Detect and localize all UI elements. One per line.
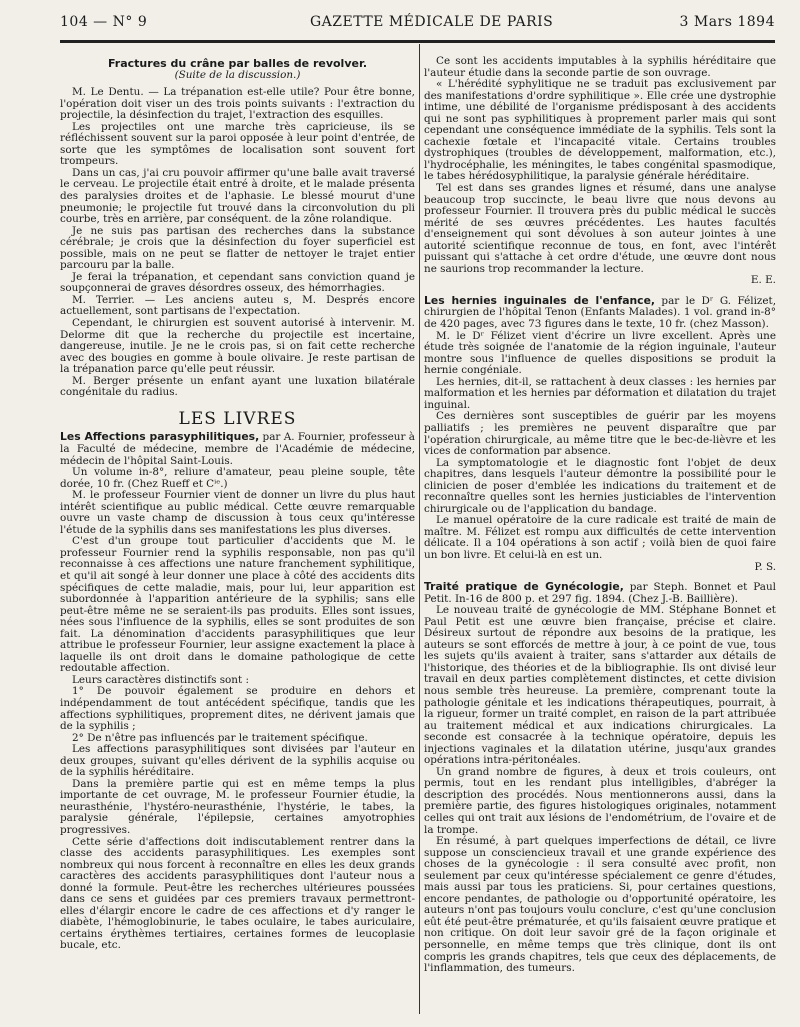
paragraph: Ces dernières sont susceptibles de guérir par les moyens palliatifs ; les premières ne peuvent disparaître que par l'opération chirurgicale, au même titre que le bec-de-lièvre et les vices de conformation par absence.	[424, 410, 776, 458]
paragraph: Le nouveau traité de gynécologie de MM. Stéphane Bonnet et Paul Petit est une œuvre bien française, précise et claire. Désireux surtout de répondre aux besoins de la pratique, les auteurs se sont efforcés de mettre à jour, à ce point de vue, tous les sujets qu'ils avaient à traiter, sans s'attarder aux détails de l'historique, des théories et de la bibliographie. Ils ont divisé leur travail en deux parties complètement distinctes, et cette division nous semble très heureuse. La première, comprenant toute la pathologie génitale et les indications thérapeutiques, pourrait, à la rigueur, former un traité complet, en raison de la part attribuée au traitement médical et aux indications chirurgicales. La seconde est consacrée à la technique opératoire, depuis les injections vaginales et la dilatation utérine, jusqu'aux grandes opérations intra-péritonéales.	[424, 604, 776, 767]
paragraph: Un grand nombre de figures, à deux et trois couleurs, ont permis, tout en les rendant plus intelligibles, d'abréger la description des procédés. Nous mentionnerons aussi, dans la première partie, des figures histologiques originales, notamment celles qui ont trait aux lésions de l'endométrium, de l'ovaire et de la trompe.	[424, 765, 776, 836]
left-column	[60, 56, 415, 952]
paragraph: Dans la première partie qui est en même temps la plus importante de cet ouvrage, M. le professeur Fournier étudie, la neurasthénie, l'hystéro-neurasthénie, l'hystérie, le tabes, la paralysie générale, l'épilepsie, certaines amyotrophies progressives.	[60, 777, 415, 836]
paragraph: « L'hérédité syphylitique ne se traduit pas exclusivement par des manifestations d'ordre syphilitique ». Elle crée une dystrophie intime, une débilité de l'organisme prédisposant à des accidents qui ne sont pas syphilitiques à proprement parler mais qui sont cependant une conséquence immédiate de la syphilis. Tels sont la cachexie fœtale et l'incapacité vitale. Certains troubles dystrophiques (troubles de développement, malformation, etc.), l'hydrocéphalie, les méningites, le tabes congénital spasmodique, le tabes hérédosyphilitique, la paralysie générale héréditaire.	[424, 78, 776, 183]
book-byline: par le Dʳ G. Félizet, chirurgien de l'hôpital Tenon (Enfants Malades). 1 vol. grand in-8° de 420 pages, avec 73 figures dans le texte, 10 fr. (chez Masson).	[424, 294, 777, 331]
review-signature: P. S.	[754, 560, 776, 573]
paragraph: Leurs caractères distinctifs sont :	[72, 673, 249, 686]
paragraph: Ce sont les accidents imputables à la syphilis héréditaire que l'auteur étudie dans la seconde partie de son ouvrage.	[424, 55, 776, 79]
paragraph: 2° De n'être pas influencés par le traitement spécifique.	[72, 731, 368, 744]
paragraph: M. Le Dentu. — La trépanation est-elle utile? Pour être bonne, l'opération doit viser un des trois points suivants : l'extraction du projectile, la désinfection du trajet, l'extraction des esquilles.	[60, 86, 415, 122]
book-entry-header	[424, 295, 776, 331]
paragraph: M. Berger présente un enfant ayant une luxation bilatérale congénitale du radius.	[60, 374, 415, 399]
paragraph: C'est d'un groupe tout particulier d'accidents que M. le professeur Fournier rend la syphilis responsable, non pas qu'il reconnaisse à ces affections une nature franchement syphilitique, et qu'il ait songé à leur donner une place à côté des accidents dits spécifiques de cette maladie, mais, pour lui, leur apparition est subordonnée à l'apparition antérieure de la syphilis; sans elle peut-être même ne se seraient-ils pas produits. Elles sont issues, nées sous l'influence de la syphilis, elles se sont produites de son fait. La dénomination d'accidents parasyphilitiques que leur attribue le professeur Fournier, leur assigne exactement la place à laquelle ils ont droit dans le domaine pathologique de cette redoutable affection.	[60, 535, 415, 675]
paragraph: M. Terrier. — Les anciens auteu s, M. Després encore actuellement, sont partisans de l'expectation.	[60, 293, 415, 318]
paragraph: Le manuel opératoire de la cure radicale est traité de main de maître. M. Félizet est rompu aux difficultés de cette intervention délicate. Il a 104 opérations à son actif ; voilà bien de quoi faire un bon livre. Et celui-là en est un.	[424, 514, 776, 561]
right-column	[424, 56, 776, 975]
paragraph: Tel est dans ses grandes lignes et résumé, dans une analyse beaucoup trop succincte, le beau livre que nous devons au professeur Fournier. Il trouvera près du public médical le succès mérité de ses œuvres précédentes. Les hautes facultés d'enseignement qui sont dévolues à son auteur jointes à une autorité scientifique reconnue de tous, en font, avec l'intérêt puissant qui s'attache à cet ordre d'étude, une œuvre dont nous ne saurions trop recommander la lecture.	[424, 182, 776, 275]
book-entry-header	[60, 431, 415, 467]
paragraph: M. le Dʳ Félizet vient d'écrire un livre excellent. Après une étude très soignée de l'anatomie de la région inguinale, l'auteur montre sous l'influence de quelles dispositions se produit la hernie congéniale.	[424, 329, 776, 377]
paragraph: Je ne suis pas partisan des recherches dans la substance cérébrale; je crois que la désinfection du foyer superficiel est possible, mais on ne peut se flatter de nettoyer le trajet entier parcouru par la balle.	[60, 224, 415, 272]
paragraph: Cependant, le chirurgien est souvent autorisé à intervenir. M. Delorme dit que la recherche du projectile est incertaine, dangereuse, inutile. Je ne le crois pas, si on fait cette recherche avec des bougies en gomme à boule olivaire. Je reste partisan de la trépanation parce qu'elle peut réussir.	[60, 317, 415, 376]
book-title: Traité pratique de Gynécologie,	[424, 580, 624, 594]
article-subtitle: (Suite de la discussion.)	[174, 68, 301, 81]
book-byline: par A. Fournier, professeur à la Faculté de médecine, membre de l'Académie de médecine, médecin de l'hôpital Saint-Louis.	[60, 431, 415, 467]
page-number: 104 — N° 9	[60, 14, 148, 30]
book-title: Les Affections parasyphilitiques,	[60, 430, 260, 444]
paragraph: Les hernies, dit-il, se rattachent à deux classes : les hernies par malformation et les hernies par déformation et dilatation du trajet inguinal.	[424, 375, 776, 411]
book-title: Les hernies inguinales de l'enfance,	[424, 293, 656, 307]
header-rule	[60, 40, 775, 43]
paragraph: Les projectiles ont une marche très capricieuse, ils se réfléchissent souvent sur la paroi opposée à leur point d'entrée, de sorte que les symptômes de localisation sont souvent fort trompeurs.	[60, 120, 415, 168]
paragraph: Un volume in-8°, reliure d'amateur, peau pleine souple, tête dorée, 10 fr. (Chez Rueff et Cⁱᵉ.)	[60, 466, 415, 490]
column-divider	[419, 44, 420, 1014]
paragraph: La symptomatologie et le diagnostic font l'objet de deux chapitres, dans lesquels l'auteur démontre la possibilité pour le clinicien de poser d'emblée les indications du traitement et de reconnaître quelles sont les hernies justiciables de l'intervention chirurgicale ou de l'application du bandage.	[424, 456, 776, 515]
paragraph: M. le professeur Fournier vient de donner un livre du plus haut intérêt scientifique au public médical. Cette œuvre remarquable ouvre un vaste champ de discussion à tous ceux qu'intéresse l'étude de la syphilis dans ses manifestations les plus diverses.	[60, 489, 415, 536]
paragraph: En résumé, à part quelques imperfections de détail, ce livre suppose un consciencieux travail et une grande expérience des choses de la gynécologie : il sera consulté avec profit, non seulement par ceux qu'intéresse spécialement ce genre d'études, mais aussi par tous les praticiens. Si, pour certaines questions, encore pendantes, de pathologie ou d'opportunité opératoire, les auteurs n'ont pas toujours voulu conclure, c'est qu'une conclusion eût été peut-être prématurée, et qu'ils faisaient œuvre pratique et non critique. On doit leur savoir gré de la façon originale et personnelle, en même temps que très clinique, dont ils ont compris les grands chapitres, tels que ceux des déplacements, de l'inflammation, des tumeurs.	[424, 835, 776, 975]
paragraph: Je ferai la trépanation, et cependant sans conviction quand je soupçonnerai de graves désordres osseux, des hémorrhagies.	[60, 270, 415, 295]
book-byline: par Steph. Bonnet et Paul Petit. In-16 de 800 p. et 297 fig. 1894. (Chez J.-B. Baillière).	[424, 581, 776, 605]
section-title: LES LIVRES	[178, 408, 297, 429]
paragraph: Cette série d'affections doit indiscutablement rentrer dans la classe des accidents parasyphilitiques. Les exemples sont nombreux qui nous forcent à reconnaître en elles les deux grands caractères des accidents parasyphilitiques dont l'auteur nous a donné la formule. Peut-être les recherches ultérieures poussées dans ce sens et guidées par ces premiers travaux permettront-elles d'élargir encore le cadre de ces affections et d'y ranger le diabète, l'hémoglobinurie, le tabes oculaire, le tabes auriculaire, certains érythèmes tertiaires, certaines formes de leucoplasie bucale, etc.	[60, 835, 415, 952]
paragraph: 1° De pouvoir également se produire en dehors et indépendamment de tout antécédent spécifique, tandis que les affections syphilitiques, proprement dites, ne dérivent jamais que de la syphilis ;	[60, 685, 415, 733]
journal-title: GAZETTE MÉDICALE DE PARIS	[310, 14, 554, 30]
book-entry-header	[424, 581, 776, 605]
paragraph: Dans un cas, j'ai cru pouvoir affirmer qu'une balle avait traversé le cerveau. Le projectile était entré à droite, et le malade présenta des paralysies droites et de l'aphasie. Le blessé mourut d'une pneumonie; le projectile fut trouvé dans la circonvolution du pli courbe, très en arrière, par conséquent. de la zône rolandique.	[60, 166, 415, 226]
issue-date: 3 Mars 1894	[679, 14, 775, 30]
paragraph: Les affections parasyphilitiques sont divisées par l'auteur en deux groupes, suivant qu'elles dérivent de la syphilis acquise ou de la syphilis héréditaire.	[60, 743, 415, 779]
page-header	[60, 14, 775, 40]
article-title: Fractures du crâne par balles de revolver.	[108, 57, 367, 70]
review-signature: E. E.	[750, 274, 776, 287]
